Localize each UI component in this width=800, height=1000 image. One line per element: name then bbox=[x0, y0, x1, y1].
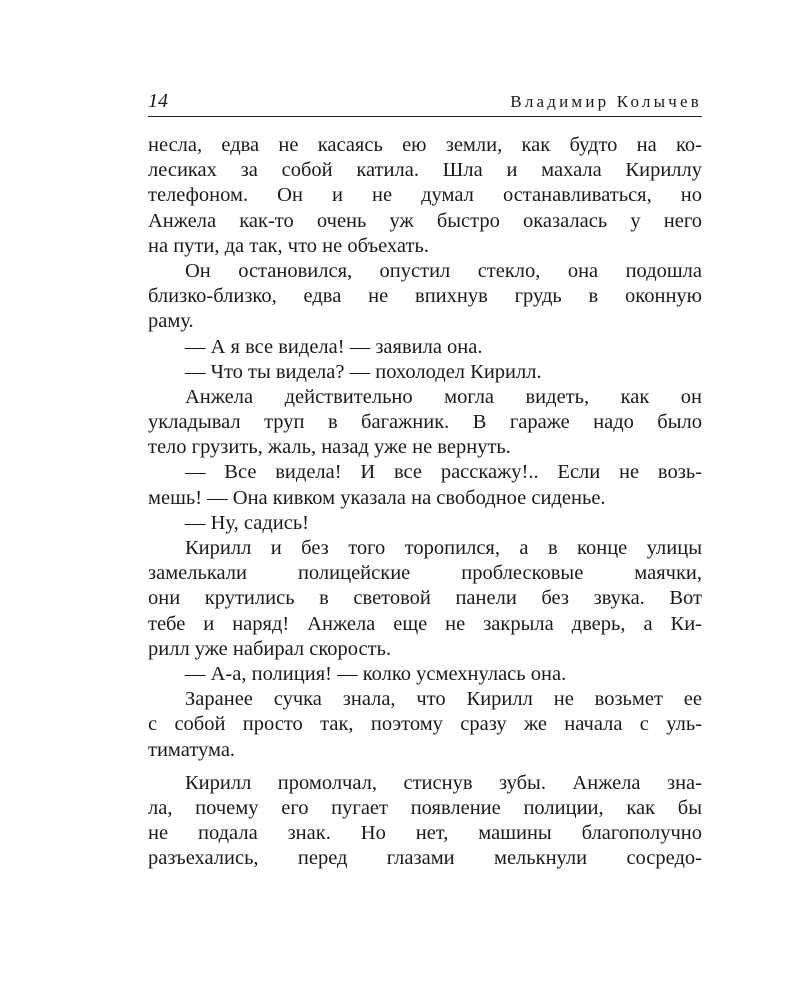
text-line: несла, едва не касаясь ею земли, как будто на ко- bbox=[148, 134, 702, 156]
text-line: — А я все видела! — заявила она. bbox=[185, 335, 483, 358]
text-line: с собой просто так, поэтому сразу же начала с уль- bbox=[148, 713, 702, 736]
page-number: 14 bbox=[148, 90, 168, 112]
text-line: — Что ты видела? — похолодел Кирилл. bbox=[185, 360, 542, 383]
text-line: тело грузить, жаль, назад уже не вернуть. bbox=[148, 436, 511, 459]
text-line: телефоном. Он и не думал останавливаться, но bbox=[148, 184, 702, 207]
text-line: на пути, да так, что не объехать. bbox=[148, 234, 429, 257]
text-line: разъехались, перед глазами мелькнули сосредо- bbox=[148, 847, 702, 870]
text-line: рилл уже набирал скорость. bbox=[148, 637, 392, 660]
text-line: раму. bbox=[148, 310, 194, 333]
text-line: Кирилл промолчал, стиснув зубы. Анжела зна- bbox=[185, 771, 702, 794]
text-line: тебе и наряд! Анжела еще не закрыла дверь, а Ки- bbox=[148, 612, 702, 635]
text-line: Анжела действительно могла видеть, как он bbox=[185, 385, 702, 408]
text-line: мешь! — Она кивком указала на свободное сиденье. bbox=[148, 486, 606, 509]
body-text bbox=[148, 133, 702, 871]
text-line: ла, почему его пугает появление полиции, как бы bbox=[148, 796, 702, 819]
text-line: не подала знак. Но нет, машины благополучно bbox=[148, 822, 702, 845]
book-page bbox=[148, 88, 702, 871]
text-line: Заранее сучка знала, что Кирилл не возьмет ее bbox=[185, 688, 702, 711]
text-line: они крутились в световой панели без звука. Вот bbox=[148, 587, 702, 610]
text-line: Кирилл и без того торопился, а в конце улицы bbox=[185, 537, 702, 559]
text-line: укладывал труп в багажник. В гараже надо было bbox=[148, 411, 702, 434]
text-line: — Ну, садись! bbox=[185, 511, 310, 534]
text-line: замелькали полицейские проблесковые маячки, bbox=[148, 562, 702, 585]
running-head bbox=[148, 88, 702, 117]
text-line: тиматума. bbox=[148, 738, 236, 761]
text-line: — А-а, полиция! — колко усмехнулась она. bbox=[185, 662, 567, 685]
text-line: близко-близко, едва не впихнув грудь в оконную bbox=[148, 285, 702, 308]
text-line: лесиках за собой катила. Шла и махала Кириллу bbox=[148, 159, 702, 182]
running-title-author: Владимир Колычев bbox=[510, 92, 702, 111]
text-line: — Все видела! И все расскажу!.. Если не возь- bbox=[185, 461, 702, 484]
text-line: Он остановился, опустил стекло, она подошла bbox=[185, 259, 702, 282]
text-line: Анжела как-то очень уж быстро оказалась у него bbox=[148, 209, 702, 232]
